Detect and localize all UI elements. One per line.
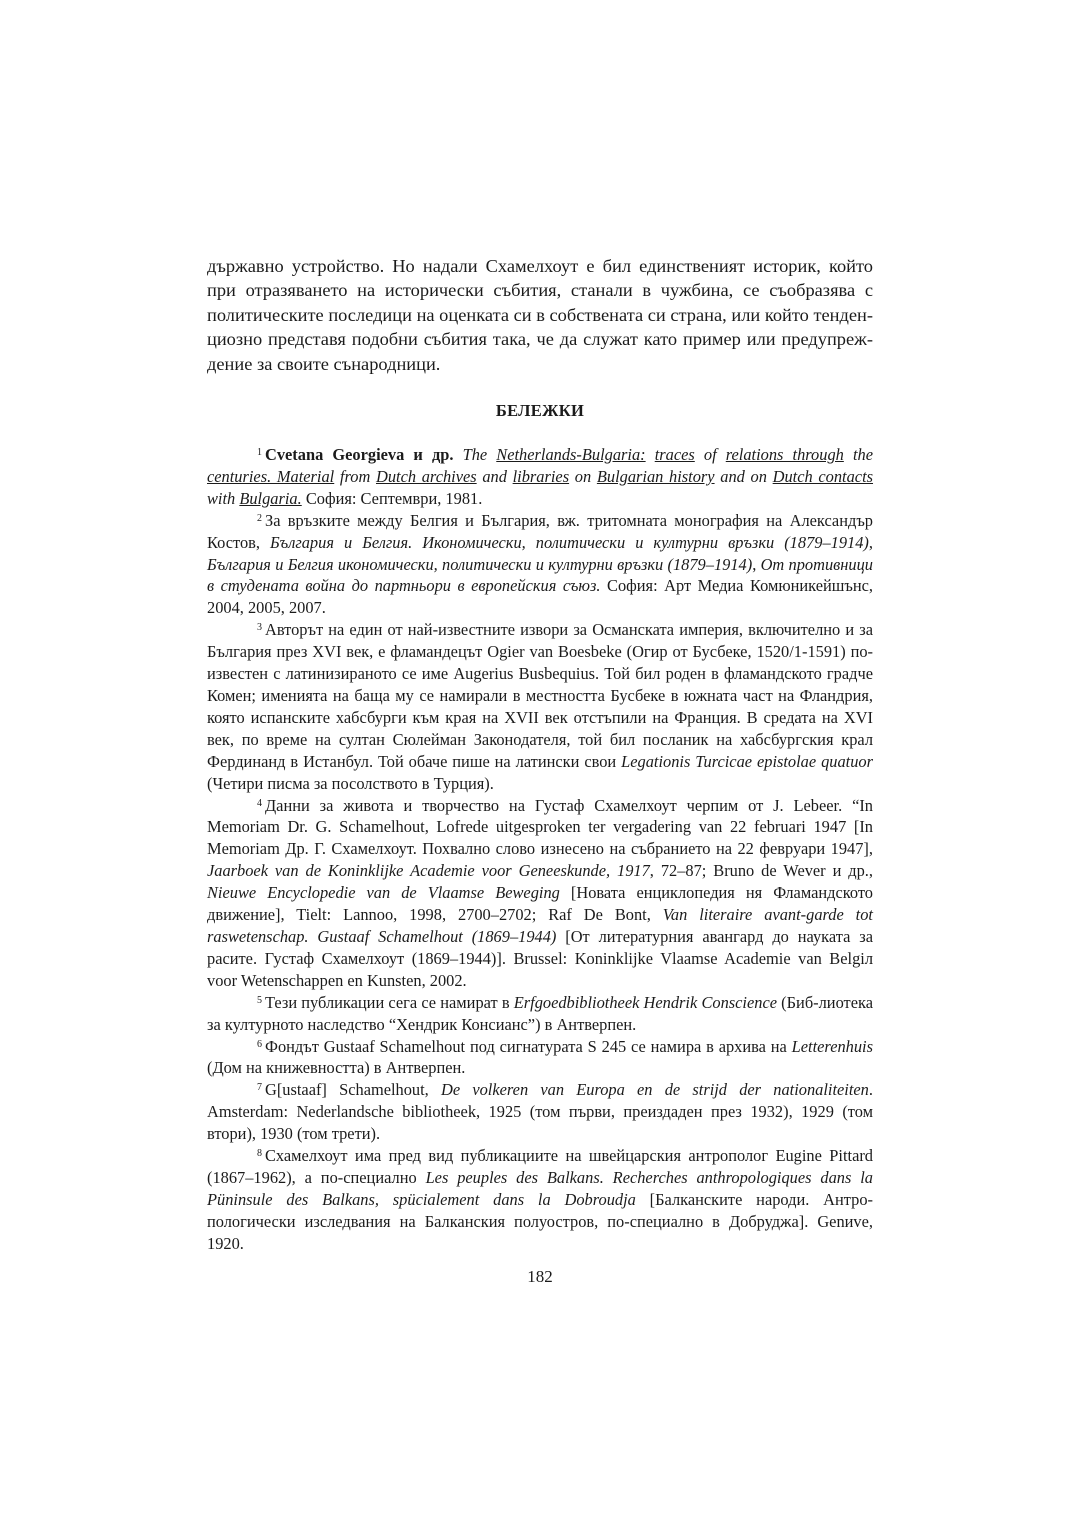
title-part: of	[694, 445, 726, 465]
body-paragraph: държавно устройство. Но надали Схамелхоут е бил единственият историк, който при отразяването на исторически събития, станали в чужбина, се съобразява с политическите последици на оценката си в собствената си страна, или който тенден-циозно представя подобни събития така, че да служат като пример или предупреж-дение за своите сънародници.	[207, 256, 873, 374]
footnote-number: 1	[257, 447, 262, 459]
footnote-number: 8	[257, 1148, 262, 1160]
title-part: traces	[654, 445, 695, 465]
footnote-text: Фондът Gustaaf Schamelhout под сигнатурата S 245 се намира в архива на	[265, 1036, 792, 1056]
footnote-text: София: Септември, 1981.	[301, 488, 483, 508]
text-block	[207, 254, 873, 1255]
page-number: 182	[527, 1267, 553, 1286]
footnote-text: ,	[868, 532, 874, 552]
footnote-number: 7	[257, 1082, 262, 1094]
title-part: from	[334, 466, 376, 486]
title-part: Netherlands-Bulgaria:	[496, 445, 646, 465]
title-part: the	[843, 445, 873, 465]
footnote-text: София: Арт Медиа Комюникейшънс, 2004, 2005, 2007.	[207, 576, 873, 618]
footnote-text: Схамелхоут има пред вид публикациите на швейцарския антрополог Eugine Pittard (1867–1962), а по-специално	[207, 1146, 873, 1187]
footnote-title: Jaarboek van de Koninklijke Academie voor Geneeskunde, 1917	[207, 861, 650, 881]
title-part	[646, 445, 655, 464]
title-part: and on	[714, 466, 773, 486]
footnote-text: [Балканските народи. Антро-пологически изследвания на Балканския полуостров, по-специално в Добруджа]. Genиve, 1920.	[207, 1189, 873, 1253]
footnote-number: 2	[257, 512, 262, 524]
footnote-number: 4	[257, 797, 262, 809]
footnote-1	[207, 444, 873, 510]
footnote-text: Тези публикации сега се намират в	[265, 992, 514, 1012]
footnote-text: Авторът на един от най-известните извори за Османската империя, включително и за България през XVI век, е фламандецът Ogier van Boesbeke (Огир от Бусбеке, 1520/1-1591) по-известен с латинизираното се име Augerius Busbequius. Той бил роден в фламандското градче Комен; имениятa на баща му се намирали в местността Бусбеке в южната част на Фландрия, която испанските хабсбурги към края на XVII век отстъпили на Франция. В средата на XVI век, по време на султан Сюлейман Законодателя, той бил посланик на хабсбургския крал Фердинанд в Истанбул. Той обаче пише на латински свои	[207, 620, 873, 771]
footnote-title: Van literaire avant-garde tot raswetenschap. Gustaaf Schamelhout (1869–1944)	[207, 905, 873, 946]
footnote-title: Legationis Turcicae epistolae quatuor	[621, 751, 873, 771]
footnote-5	[207, 992, 873, 1036]
footnote-text: , 72–87; Bruno de Wever и др.,	[649, 861, 873, 881]
footnote-text: За връзките между Белгия и България, вж. тритомната монография на Александър Костов,	[207, 510, 873, 552]
footnote-title: Nieuwe Encyclopedie van de Vlaamse Beweging	[207, 883, 560, 903]
footnote-8	[207, 1145, 873, 1255]
footnote-6	[207, 1036, 873, 1080]
footnote-title: Letterenhuis	[791, 1036, 873, 1056]
footnote-text: (Дом на книжевността) в Антверпен.	[207, 1058, 466, 1078]
title-part: Dutch archives	[375, 466, 477, 486]
title-part: Bulgarian history	[596, 466, 715, 486]
footnote-text	[453, 445, 462, 464]
footnote-text: G[ustaaf] Schamelhout,	[265, 1080, 441, 1100]
footnote-text: (Четири писма за посолството в Турция).	[207, 773, 494, 793]
title-part: centuries. Material	[207, 466, 335, 486]
footnote-text: Данни за живота и творчество на Густаф Схамелхоут черпим от J. Lebeer. “In Memoriam Dr. G. Schamelhout, Lofrede uitgesproken ter vergadering van 22 februari 1947 [In Memoriam Др. Г. Схамелхоут. Похвално слово изнесено на събранието на 22 февруари 1947],	[207, 795, 873, 859]
footnote-number: 5	[257, 994, 262, 1006]
footnote-title: Les peuples des Balkans. Recherches anthropologiques dans la Püninsule des Balkans, spücialement dans la Dobroudja	[207, 1167, 874, 1209]
footnote-3	[207, 619, 873, 794]
title-part: Bulgaria.	[239, 488, 302, 508]
title-part: on	[569, 466, 597, 486]
title-part: Dutch contacts	[772, 466, 874, 486]
footnote-title: De volkeren van Europa en de strijd der nationaliteiten	[441, 1080, 869, 1100]
footnote-number: 6	[257, 1038, 262, 1050]
title-part: libraries	[512, 466, 570, 486]
notes-heading: БЕЛЕЖКИ	[495, 401, 585, 421]
footnote-author: Cvetana Georgieva и др.	[265, 445, 454, 465]
title-part: relations through	[725, 445, 844, 465]
footnote-number: 3	[257, 622, 262, 634]
footnote-text: [Новата енциклопедия ня Фламандското движение], Tielt: Lannoo, 1998, 2700–2702; Raf De Bont,	[207, 883, 873, 925]
footnote-title: Erfgoedbibliotheek Hendrik Conscience	[513, 992, 777, 1012]
footnote-2	[207, 510, 873, 620]
footnote-title: От противници в студената война до партньори в европейския съюз.	[207, 554, 873, 596]
title-part: The	[462, 445, 497, 465]
title-part: with	[207, 488, 240, 508]
footnote-4	[207, 795, 873, 992]
footnote-text: . Amsterdam: Nederlandsche bibliotheek, 1925 (том първи, преиздаден през 1932), 1929 (том втори), 1930 (том трети).	[207, 1080, 873, 1144]
footnote-title: България и Белгия. Икономически, политически и културни връзки (1879–1914)	[270, 532, 869, 552]
footnote-text: [От литературния авангард до науката за расите. Густаф Схамелхоут (1869–1944)]. Brussel: Koninklijke Vlaamse Academie van Belgiл voor Wetenschappen en Kunsten, 2002.	[207, 926, 873, 990]
footnote-7	[207, 1079, 873, 1145]
footnote-title: България и Белгия икономически, политически и културни връзки (1879–1914)	[207, 554, 753, 574]
footnote-text: (Биб-лиотека за културното наследство “Хендрик Консианс”) в Антверпен.	[207, 992, 873, 1034]
footnote-text: ,	[752, 554, 761, 574]
title-part: and	[476, 466, 513, 486]
